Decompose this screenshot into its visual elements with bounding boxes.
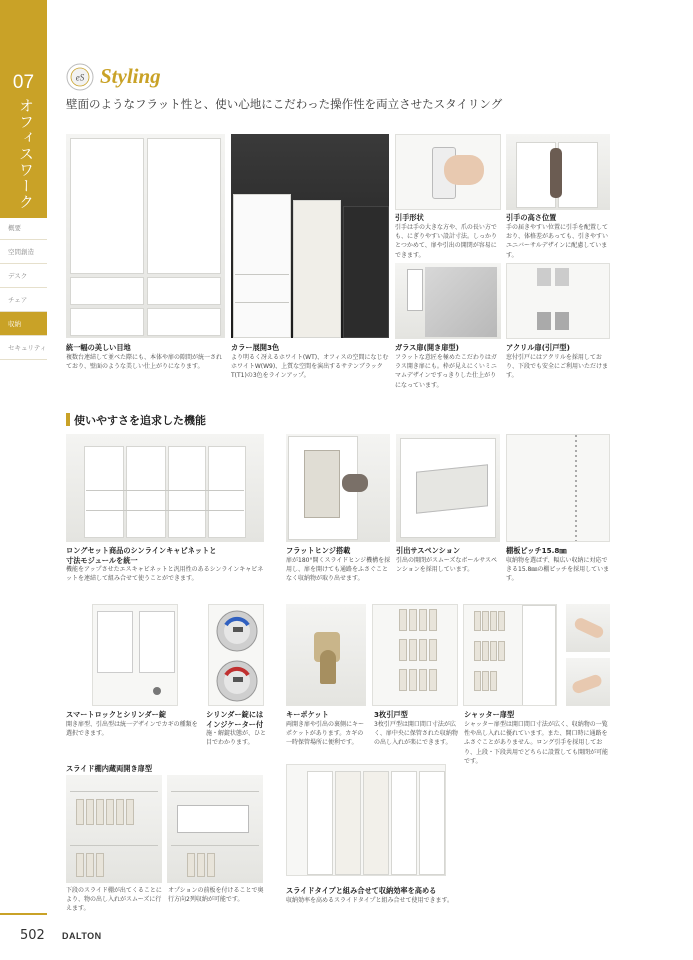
caption-title: 3枚引戸型 bbox=[374, 710, 408, 719]
caption-title: 統一幅の美しい目地 bbox=[66, 343, 131, 352]
sidebar-item-desk[interactable]: デスク bbox=[0, 264, 47, 288]
caption-body: より明るく冴えるホワイト(WT)、オフィスの空間になじむホワイトW(W9)、上質な空間を演出するサテンブラックT(T1)の3色をラインアップ。 bbox=[231, 354, 389, 380]
chapter-number: 07 bbox=[12, 72, 35, 93]
photo-shutter-handle-upper bbox=[566, 604, 610, 652]
photo-shutter-door bbox=[463, 604, 557, 706]
sidebar-footer-bar bbox=[0, 913, 47, 915]
brand-logo: DALTON bbox=[62, 931, 102, 941]
caption-title: シャッター扉型 bbox=[464, 710, 515, 719]
caption-body: フラットな意匠を極めたこだわりはガラス開き扉にも。枠が見えにくいミニマムデザインですっきりした仕上がりになっています。 bbox=[395, 354, 497, 389]
photo-slide-type-combination bbox=[286, 764, 446, 876]
photo-front-panel-option bbox=[167, 775, 263, 883]
chapter-title: オフィスワーク bbox=[17, 98, 35, 210]
caption-title: カラー展開3色 bbox=[231, 343, 280, 352]
caption-body: 扉が180°開くスライドヒンジ機構を採用し、扉を開けても通路をふさぐことなく収納物が取り出せます。 bbox=[286, 557, 391, 583]
caption-title: 引手形状 bbox=[395, 213, 424, 222]
styling-logo-icon bbox=[65, 62, 95, 92]
photo-color-variations bbox=[231, 134, 389, 338]
sidebar-item-space[interactable]: 空間創造 bbox=[0, 240, 47, 264]
photo-cabinet-module bbox=[66, 434, 264, 542]
caption-title: ロングセット商品のシンラインキャビネットと 寸法モジュールを統一 bbox=[66, 546, 217, 565]
caption-body: 両開き扉や引出の裏側にキーポケットがあります。カギの一時保管場所に便利です。 bbox=[286, 721, 365, 747]
caption-title: フラットヒンジ搭載 bbox=[286, 546, 351, 555]
photo-glass-door bbox=[395, 263, 501, 339]
lock-icon bbox=[209, 605, 264, 706]
photo-key-pocket bbox=[286, 604, 366, 706]
photo-flat-joints bbox=[66, 134, 225, 338]
caption-title: スライドタイプと組み合せて収納効率を高める bbox=[286, 886, 437, 895]
photo-drawer-suspension bbox=[396, 434, 500, 542]
photo-handle-shape bbox=[395, 134, 501, 210]
caption-body: 引手は手の大きな方や、爪の長い方でも、にぎりやすい設計寸法。しっかりとつかめて、扉や引出の開閉が容易にできます。 bbox=[395, 224, 498, 259]
caption-body: 3枚引戸型は開口間口寸法が広く、扉中央に保管された収納物の出し入れが楽にできます。 bbox=[374, 721, 458, 747]
caption-title: キーポケット bbox=[286, 710, 329, 719]
sidebar-item-storage[interactable]: 収納 bbox=[0, 312, 47, 336]
caption-title: ガラス扉(開き扉型) bbox=[395, 343, 459, 352]
caption-title: 棚板ピッチ15.8㎜ bbox=[506, 546, 567, 555]
caption-title: 引手の高さ位置 bbox=[506, 213, 557, 222]
photo-cylinder-indicator bbox=[208, 604, 264, 706]
photo-slide-shelf bbox=[66, 775, 162, 883]
caption-body: 引出の開閉がスムーズなボールサスペンションを採用しています。 bbox=[396, 557, 498, 574]
caption-body: 機能をアップさせたエスキャビネットと汎用性のあるシンラインキャビネットを連結して組み合せて使うことができます。 bbox=[66, 566, 264, 583]
caption-body: 窓付引戸にはアクリルを採用しており、下段でも安全にご利用いただけます。 bbox=[506, 354, 609, 380]
page-title: Styling bbox=[100, 64, 161, 88]
caption-body: 施・解錠状態が、ひと目でわかります。 bbox=[206, 730, 267, 747]
photo-flat-hinge bbox=[286, 434, 390, 542]
caption-title: スライド棚内蔵両開き扉型 bbox=[66, 764, 153, 773]
caption-title: アクリル扉(引戸型) bbox=[506, 343, 570, 352]
svg-text:eS: eS bbox=[75, 72, 85, 83]
sidebar-header bbox=[0, 0, 47, 218]
caption-body: 開き扉型、引出型は統一デザインでカギの種類を選択できます。 bbox=[66, 721, 198, 738]
caption-title: シリンダー錠には インジケーター付 bbox=[206, 710, 264, 729]
section-marker bbox=[66, 413, 70, 426]
caption-body: 下段のスライド棚が出てくることにより、物の出し入れがスムーズに行えます。 bbox=[66, 887, 162, 913]
photo-smart-lock bbox=[92, 604, 178, 706]
sidebar-item-security[interactable]: セキュリティ bbox=[0, 336, 47, 360]
sidebar bbox=[0, 0, 47, 960]
photo-handle-height bbox=[506, 134, 610, 210]
page-number: 502 bbox=[20, 928, 45, 943]
caption-body: シャッター扉型は開口間口寸法が広く、収納物の一覧性や出し入れに優れています。また、開口時に通路をふさぐことがありません。ロング引手を採用しており、上段・下段共用でどちらに設置しても開閉が可能です。 bbox=[464, 721, 609, 765]
photo-shelf-pitch bbox=[506, 434, 610, 542]
photo-three-sliding-doors bbox=[372, 604, 458, 706]
caption-body: オプションの前板を付けることで奥行方向2列収納が可能です。 bbox=[168, 887, 264, 904]
caption-body: 収納効率を高めるスライドタイプと組み合せて使用できます。 bbox=[286, 897, 454, 904]
section-title: 使いやすさを追求した機能 bbox=[74, 414, 206, 427]
sidebar-item-overview[interactable]: 概要 bbox=[0, 216, 47, 240]
sidebar-nav bbox=[0, 216, 47, 360]
caption-body: 複数台連結して並べた際にも、本体や扉の隙間が統一されており、壁面のような美しい仕上がりになります。 bbox=[66, 354, 223, 371]
caption-body: 収納物を選ばず、幅広い収納に対応できる15.8㎜の棚ピッチを採用しています。 bbox=[506, 557, 610, 583]
sidebar-item-chair[interactable]: チェア bbox=[0, 288, 47, 312]
caption-title: 引出サスペンション bbox=[396, 546, 461, 555]
page-subtitle: 壁面のようなフラット性と、使い心地にこだわった操作性を両立させたスタイリング bbox=[66, 97, 503, 111]
photo-acrylic-door bbox=[506, 263, 610, 339]
caption-title: スマートロックとシリンダー錠 bbox=[66, 710, 167, 719]
caption-body: 手の届きやすい位置に引手を配置しており、体格差があっても、引きやすいユニバーサルデザインに配慮しています。 bbox=[506, 224, 609, 259]
photo-shutter-handle-lower bbox=[566, 658, 610, 706]
